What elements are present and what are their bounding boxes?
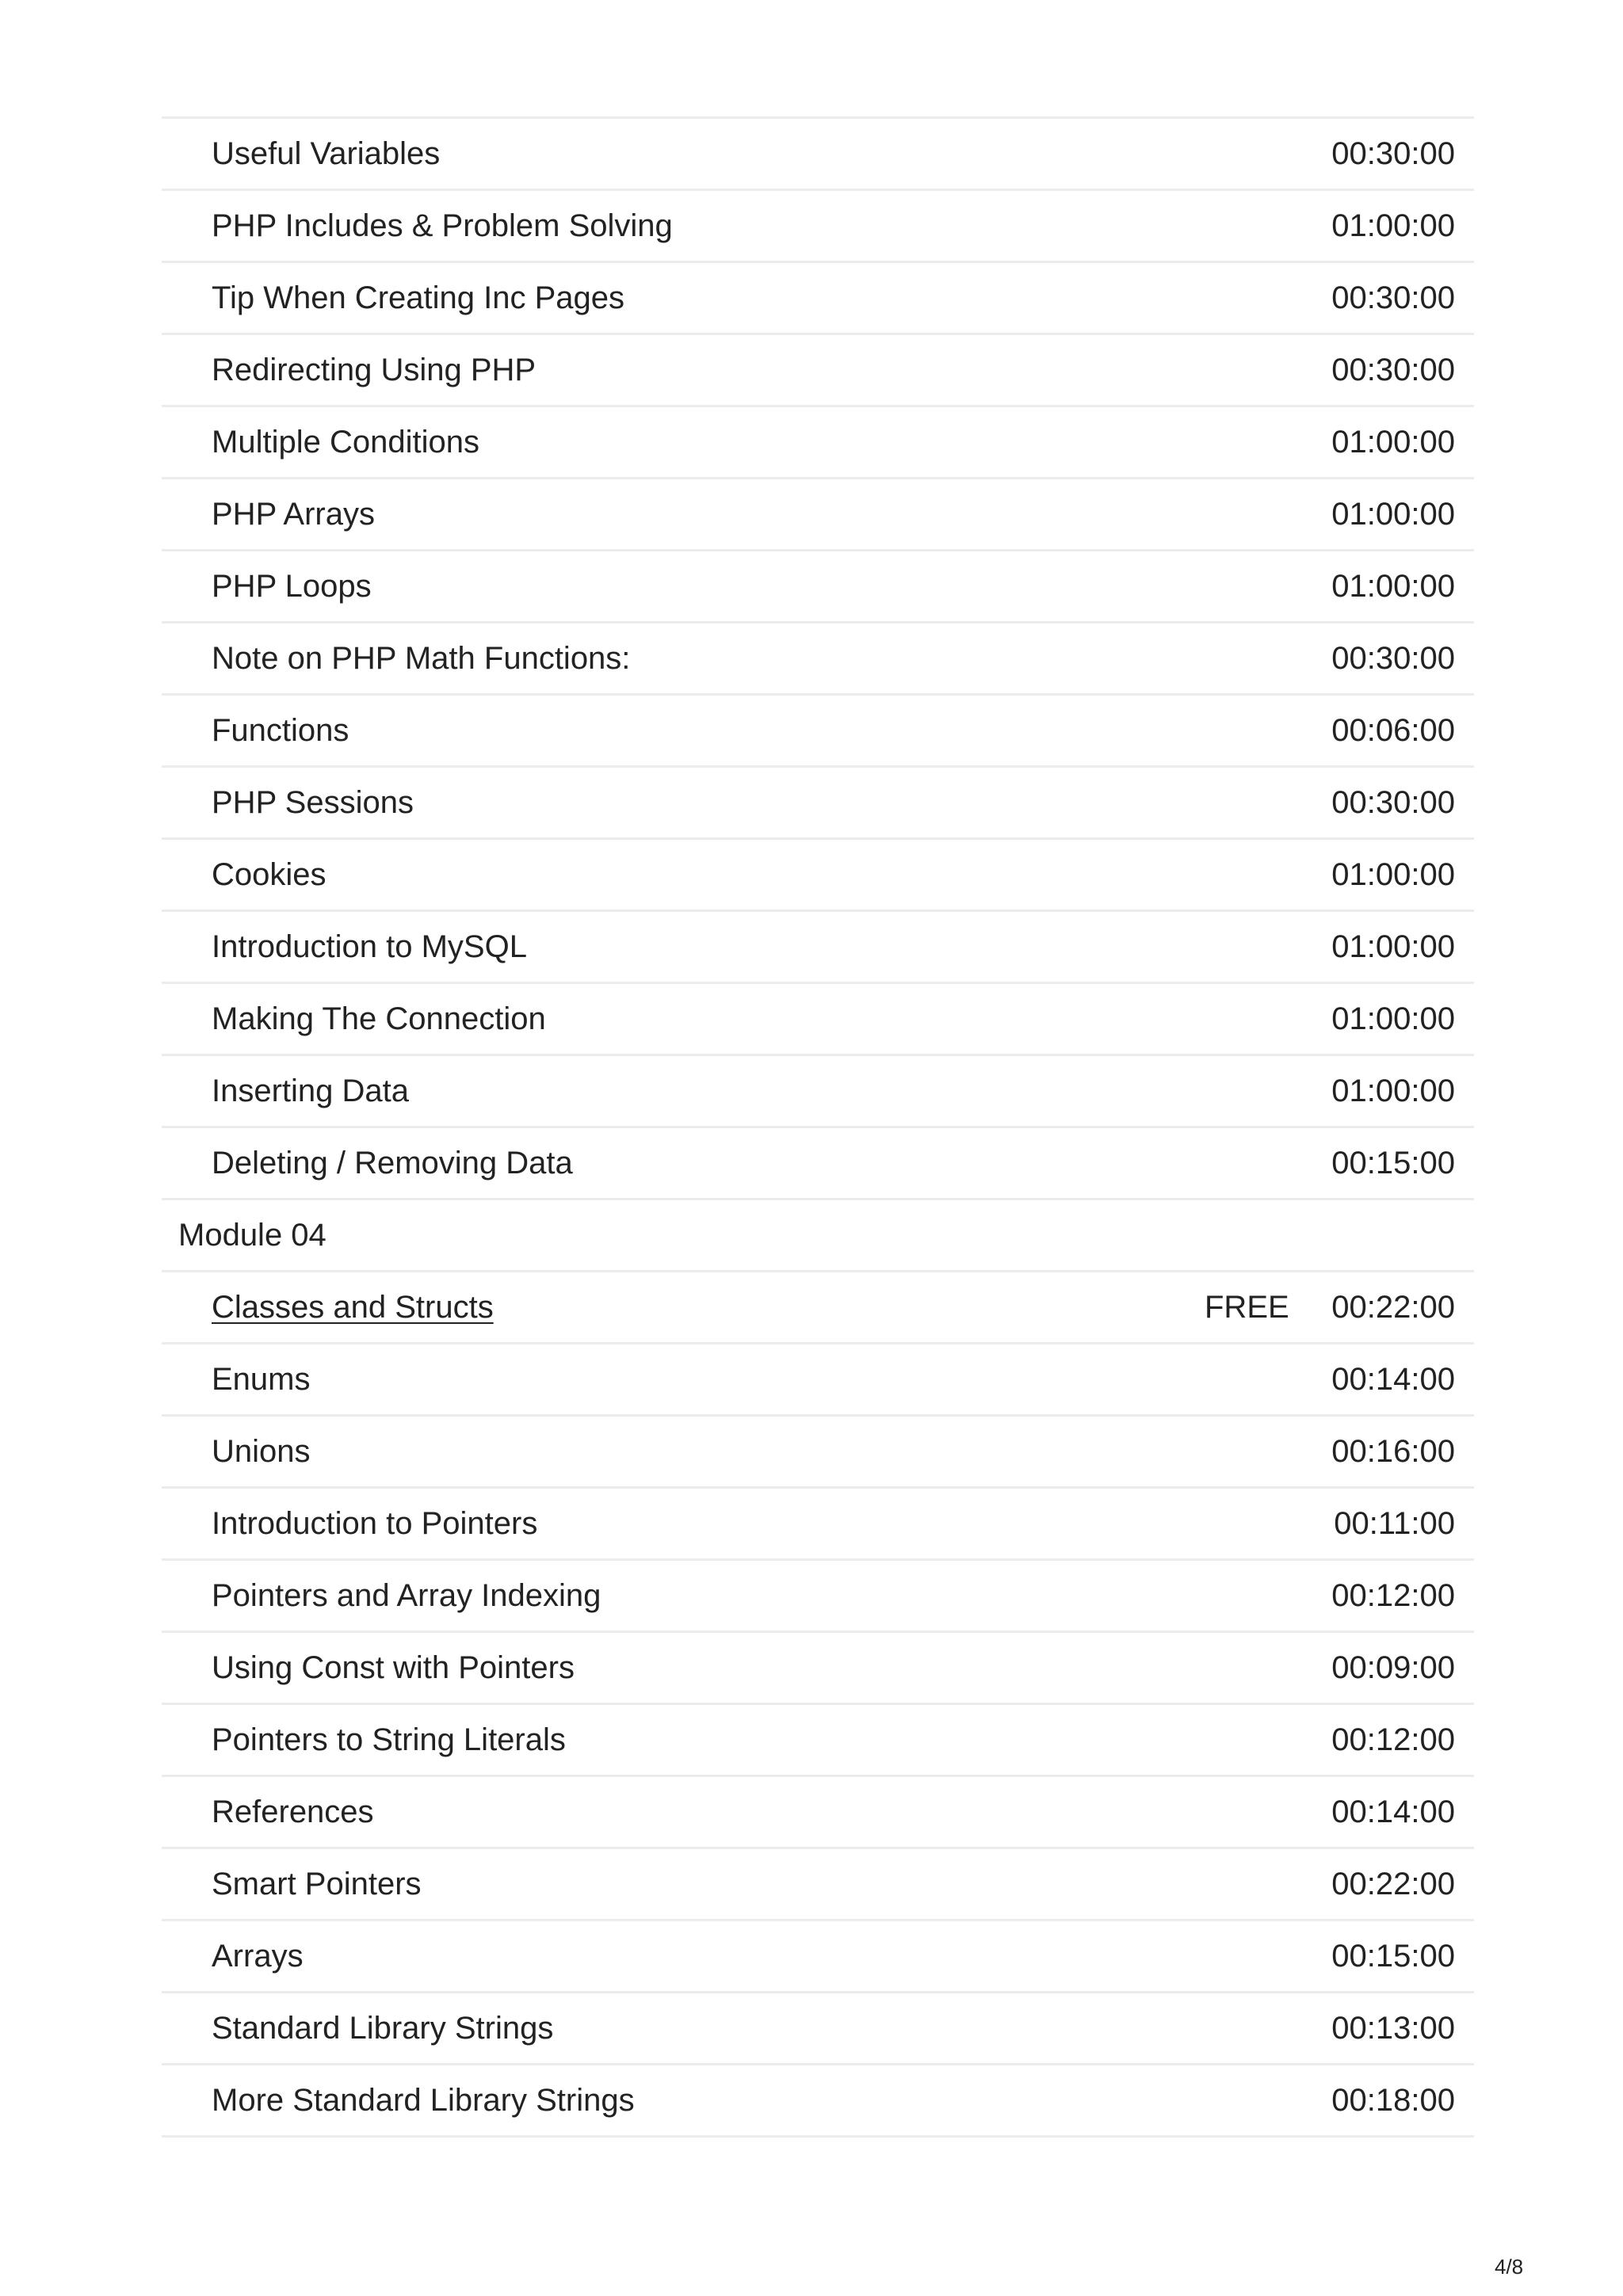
lesson-duration: 00:12:00 bbox=[1331, 1722, 1455, 1757]
lesson-row bbox=[162, 624, 1474, 696]
lesson-title: Enums bbox=[212, 1362, 311, 1397]
lesson-title: Introduction to Pointers bbox=[212, 1506, 538, 1541]
lesson-row bbox=[162, 191, 1474, 263]
lesson-title: References bbox=[212, 1794, 374, 1829]
module-title: Module 04 bbox=[178, 1218, 327, 1253]
lesson-row bbox=[162, 912, 1474, 984]
lesson-duration: 01:00:00 bbox=[1331, 497, 1455, 532]
lesson-title: Cookies bbox=[212, 857, 327, 892]
lesson-duration: 00:15:00 bbox=[1331, 1939, 1455, 1974]
lesson-title: Note on PHP Math Functions: bbox=[212, 641, 631, 676]
lesson-row bbox=[162, 1777, 1474, 1849]
lesson-duration: 01:00:00 bbox=[1331, 857, 1455, 892]
lesson-title: Deleting / Removing Data bbox=[212, 1146, 573, 1180]
lesson-row bbox=[162, 1705, 1474, 1777]
free-badge: FREE bbox=[1205, 1290, 1289, 1325]
lesson-duration: 00:16:00 bbox=[1331, 1434, 1455, 1469]
lesson-row bbox=[162, 1849, 1474, 1921]
lesson-duration: 01:00:00 bbox=[1331, 569, 1455, 604]
lesson-row bbox=[162, 1921, 1474, 1993]
free-lesson-link[interactable]: Classes and Structs bbox=[212, 1290, 494, 1325]
lesson-duration: 00:30:00 bbox=[1331, 280, 1455, 315]
lesson-title: Making The Connection bbox=[212, 1001, 546, 1036]
lesson-duration: 00:30:00 bbox=[1331, 785, 1455, 820]
lesson-duration: 00:06:00 bbox=[1331, 713, 1455, 748]
lesson-title: PHP Loops bbox=[212, 569, 372, 604]
lesson-duration: 01:00:00 bbox=[1331, 425, 1455, 460]
lesson-row bbox=[162, 1128, 1474, 1200]
lesson-duration: 01:00:00 bbox=[1331, 208, 1455, 243]
lesson-row bbox=[162, 1633, 1474, 1705]
lesson-row bbox=[162, 696, 1474, 768]
lesson-duration: 00:30:00 bbox=[1331, 641, 1455, 676]
lesson-row bbox=[162, 479, 1474, 551]
lesson-row bbox=[162, 1417, 1474, 1489]
lesson-duration: 00:14:00 bbox=[1331, 1794, 1455, 1829]
lesson-duration: 00:13:00 bbox=[1331, 2011, 1455, 2046]
lesson-row bbox=[162, 2065, 1474, 2138]
lesson-row bbox=[162, 1993, 1474, 2065]
lesson-title: Functions bbox=[212, 713, 349, 748]
lesson-title: PHP Includes & Problem Solving bbox=[212, 208, 673, 243]
lesson-title: PHP Arrays bbox=[212, 497, 375, 532]
lesson-title: Redirecting Using PHP bbox=[212, 353, 537, 387]
lesson-duration: 00:09:00 bbox=[1331, 1650, 1455, 1685]
lesson-row bbox=[162, 551, 1474, 624]
lesson-duration: 00:18:00 bbox=[1331, 2083, 1455, 2118]
lesson-duration: 00:14:00 bbox=[1331, 1362, 1455, 1397]
lesson-row bbox=[162, 840, 1474, 912]
lesson-title: Introduction to MySQL bbox=[212, 929, 527, 964]
lesson-title: PHP Sessions bbox=[212, 785, 414, 820]
lesson-duration: 01:00:00 bbox=[1331, 1074, 1455, 1108]
lesson-duration: 00:22:00 bbox=[1331, 1290, 1455, 1325]
page-number: 4/8 bbox=[1495, 2255, 1524, 2279]
free-lesson-row[interactable] bbox=[162, 1272, 1474, 1344]
lesson-title: Unions bbox=[212, 1434, 311, 1469]
lesson-title: Using Const with Pointers bbox=[212, 1650, 575, 1685]
lesson-title: Multiple Conditions bbox=[212, 425, 479, 460]
lesson-duration: 01:00:00 bbox=[1331, 929, 1455, 964]
lesson-row bbox=[162, 1489, 1474, 1561]
lesson-row bbox=[162, 1561, 1474, 1633]
lesson-duration: 00:15:00 bbox=[1331, 1146, 1455, 1180]
lesson-title: Arrays bbox=[212, 1939, 304, 1974]
lesson-title: Standard Library Strings bbox=[212, 2011, 554, 2046]
lesson-title: Pointers and Array Indexing bbox=[212, 1578, 601, 1613]
module-heading-row bbox=[162, 1200, 1474, 1272]
curriculum-list bbox=[162, 116, 1474, 2138]
lesson-row bbox=[162, 407, 1474, 479]
lesson-row bbox=[162, 119, 1474, 191]
lesson-row bbox=[162, 768, 1474, 840]
lesson-title: Tip When Creating Inc Pages bbox=[212, 280, 624, 315]
lesson-title: More Standard Library Strings bbox=[212, 2083, 635, 2118]
lesson-duration: 00:22:00 bbox=[1331, 1867, 1455, 1901]
lesson-row bbox=[162, 263, 1474, 335]
lesson-duration: 00:30:00 bbox=[1331, 353, 1455, 387]
lesson-duration: 00:30:00 bbox=[1331, 136, 1455, 171]
lesson-row bbox=[162, 1056, 1474, 1128]
lesson-row bbox=[162, 984, 1474, 1056]
lesson-duration: 01:00:00 bbox=[1331, 1001, 1455, 1036]
lesson-row bbox=[162, 335, 1474, 407]
lesson-row bbox=[162, 1344, 1474, 1417]
lesson-title: Inserting Data bbox=[212, 1074, 410, 1108]
lesson-title: Smart Pointers bbox=[212, 1867, 422, 1901]
lesson-title: Useful Variables bbox=[212, 136, 441, 171]
lesson-duration: 00:11:00 bbox=[1334, 1506, 1455, 1541]
lesson-title: Pointers to String Literals bbox=[212, 1722, 566, 1757]
lesson-duration: 00:12:00 bbox=[1331, 1578, 1455, 1613]
